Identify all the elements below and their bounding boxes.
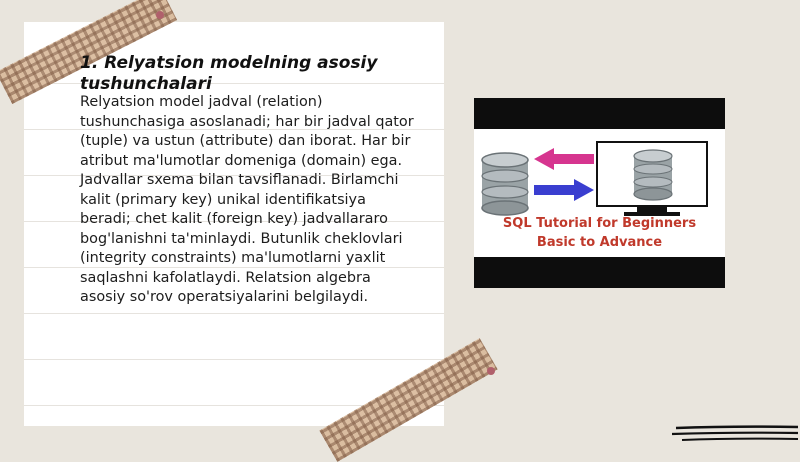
database-icon bbox=[482, 153, 528, 215]
monitor-icon bbox=[597, 142, 707, 216]
thumbnail-graphic bbox=[474, 98, 725, 288]
video-thumbnail[interactable] bbox=[474, 98, 725, 288]
slide-title: 1. Relyatsion modelning asosiy tushunchalari bbox=[80, 53, 378, 94]
decorative-lines bbox=[672, 420, 800, 450]
left-arrow-icon bbox=[534, 148, 594, 170]
tape-pin-dot bbox=[487, 367, 495, 375]
thumbnail-caption-line1: SQL Tutorial for Beginners bbox=[502, 216, 697, 231]
slide-body-text: Relyatsion model jadval (relation) tushunchasiga asoslanadi; har bir jadval qator (tuple) va ustun (attribute) dan iborat. Har bir atribut ma'lumotlar domeniga (domain) ega. Jadvallar sxema bilan tavsiflanadi. Birlamchi kalit (primary key) unikal identifikatsiya beradi; chet kalit (foreign key) jadvallararo bog'lanishni ta'minlaydi. Butunlik cheklovlari (integrity constraints) ma'lumotlarni yaxlit saqlashni kafolatlaydi. Relatsion algebra asosiy so'rov operatsiyalarini belgilaydi. bbox=[80, 94, 414, 305]
thumbnail-caption-line2: Basic to Advance bbox=[536, 235, 663, 250]
right-arrow-icon bbox=[534, 179, 594, 201]
tape-pin-dot bbox=[156, 11, 164, 19]
